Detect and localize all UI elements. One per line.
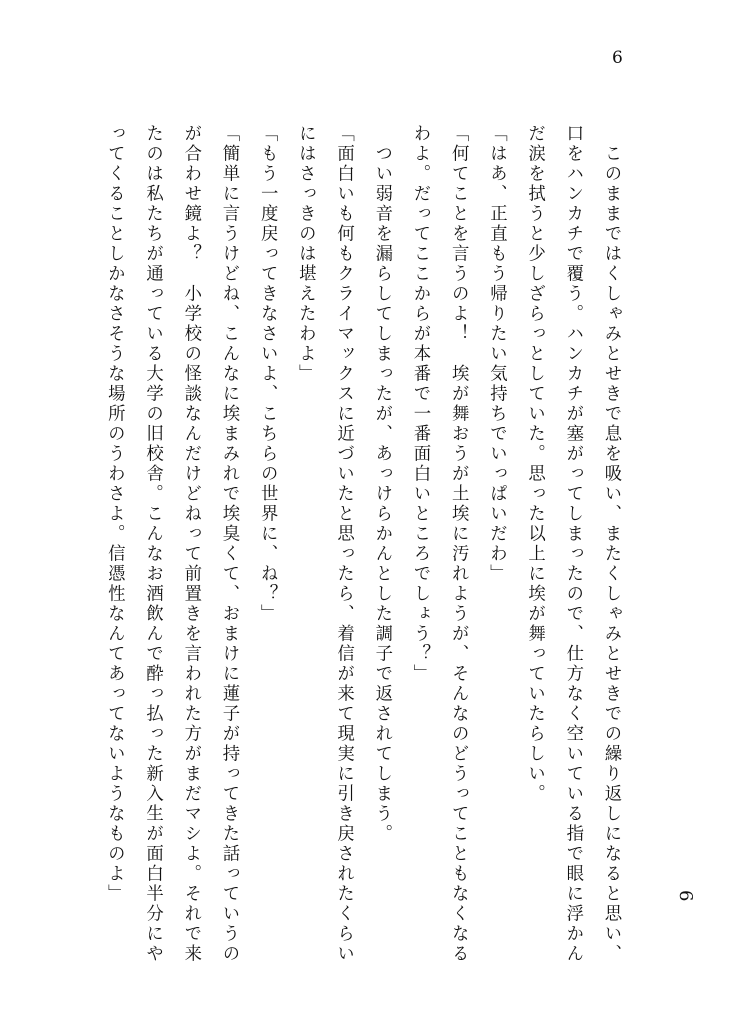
text-line: だ涙を拭うと少しざらっとしていた。思った以上に埃が舞っていたらしい。	[524, 124, 545, 804]
text-line: が合わせ鏡よ？ 小学校の怪談なんだけどねって前置きを言われた方がまだマシよ。それで来	[180, 124, 201, 964]
text-line: 「もう一度戻ってきなさいよ、こちらの世界に、ね？」	[257, 124, 278, 624]
text-line: ってくることしかなさそうな場所のうわさよ。信憑性なんてあってないようなものよ」	[104, 124, 125, 904]
text-line: 「はあ、正直もう帰りたい気持ちでいっぱいだわ」	[486, 124, 507, 584]
text-line: 口をハンカチで覆う。ハンカチが塞がってしまったので、仕方なく空いている指で眼に浮かん	[562, 124, 583, 964]
text-line: 「面白いも何もクライマックスに近づいたと思ったら、着信が来て現実に引き戻されたくらい	[333, 124, 354, 964]
text-line: 「何てことを言うのよ！ 埃が舞おうが土埃に汚れようが、そんなのどうってこともなくなる	[448, 124, 469, 964]
page-number: 6	[612, 48, 623, 68]
text-line: わよ。だってここからが本番で一番面白いところでしょう？」	[409, 124, 430, 684]
text-line: つい弱音を漏らしてしまったが、あっけらかんとした調子で返されてしまう。	[371, 124, 392, 844]
text-line: 「簡単に言うけどね、こんなに埃まみれで埃臭くて、おまけに蓮子が持ってきた話っていうの	[218, 124, 239, 964]
vertical-text-body	[104, 124, 630, 964]
text-line: たのは私たちが通っている大学の旧校舎。こんなお酒飲んで酔っ払った新入生が面白半分にや	[142, 124, 163, 964]
text-line: にはさっきのは堪えたわよ」	[295, 124, 316, 384]
page-number-rotated: 6	[675, 890, 696, 902]
text-line: このままではくしゃみとせきで息を吸い、またくしゃみとせきでの繰り返しになると思い、	[601, 124, 621, 964]
